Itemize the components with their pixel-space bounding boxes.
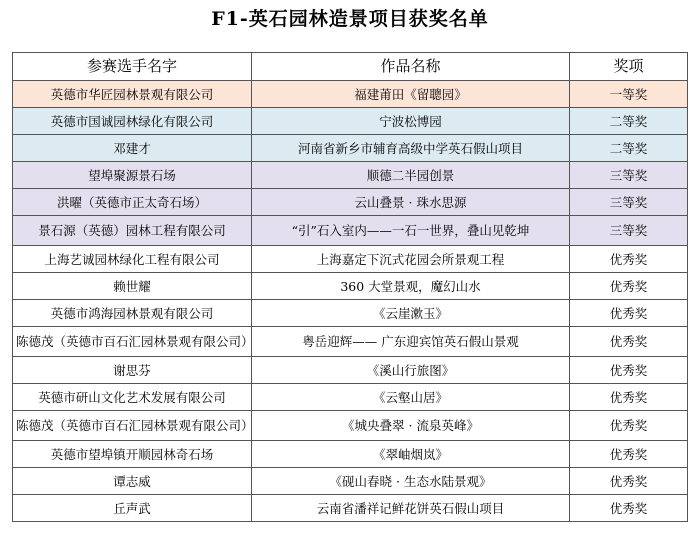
award-cell: 二等奖: [570, 135, 688, 162]
award-cell: 优秀奖: [570, 300, 688, 327]
participant-cell: 英德市研山文化艺术发展有限公司: [13, 384, 252, 411]
work-cell: 《翠岫烟岚》: [252, 441, 570, 468]
participant-cell: 邓建才: [13, 135, 252, 162]
table-row: [13, 216, 688, 246]
work-cell: 《砚山春晓 · 生态水陆景观》: [252, 468, 570, 495]
work-cell: 《云崖漱玉》: [252, 300, 570, 327]
table-row: [13, 495, 688, 522]
table-row: [13, 162, 688, 189]
table-row: [13, 135, 688, 162]
work-cell: 《溪山行旅图》: [252, 357, 570, 384]
participant-cell: 上海艺诚园林绿化工程有限公司: [13, 246, 252, 273]
work-cell: 上海嘉定下沉式花园会所景观工程: [252, 246, 570, 273]
participant-cell: 望埠聚源景石场: [13, 162, 252, 189]
award-cell: 三等奖: [570, 189, 688, 216]
award-cell: 优秀奖: [570, 327, 688, 357]
work-cell: 《云壑山居》: [252, 384, 570, 411]
participant-cell: 丘声武: [13, 495, 252, 522]
table-header-row: [13, 53, 688, 81]
work-cell: 云山叠景 · 珠水思源: [252, 189, 570, 216]
work-cell: 360 大堂景观，魔幻山水: [252, 273, 570, 300]
work-cell: 宁波松博园: [252, 108, 570, 135]
table-row: [13, 81, 688, 108]
table-row: [13, 384, 688, 411]
award-cell: 优秀奖: [570, 411, 688, 441]
award-cell: 优秀奖: [570, 246, 688, 273]
work-cell: 福建莆田《留聰园》: [252, 81, 570, 108]
participant-cell: 赖世耀: [13, 273, 252, 300]
participant-cell: 英德市华匠园林景观有限公司: [13, 81, 252, 108]
award-cell: 优秀奖: [570, 357, 688, 384]
award-cell: 优秀奖: [570, 495, 688, 522]
table-row: [13, 108, 688, 135]
header-participant: 参赛选手名字: [13, 53, 252, 81]
table-row: [13, 300, 688, 327]
header-work: 作品名称: [252, 53, 570, 81]
participant-cell: 英德市国诚园林绿化有限公司: [13, 108, 252, 135]
participant-cell: 英德市望埠镇开顺园林奇石场: [13, 441, 252, 468]
awards-table: [12, 52, 688, 522]
participant-cell: 谭志威: [13, 468, 252, 495]
award-cell: 优秀奖: [570, 273, 688, 300]
award-cell: 三等奖: [570, 162, 688, 189]
table-row: [13, 273, 688, 300]
table-row: [13, 441, 688, 468]
header-award: 奖项: [570, 53, 688, 81]
award-cell: 三等奖: [570, 216, 688, 246]
table-row: [13, 357, 688, 384]
award-cell: 优秀奖: [570, 468, 688, 495]
participant-cell: 洪曜（英德市正太奇石场）: [13, 189, 252, 216]
table-row: [13, 468, 688, 495]
page-title: F1-英石园林造景项目获奖名单: [211, 8, 489, 30]
work-cell: 《城央叠翠 · 流泉英峰》: [252, 411, 570, 441]
work-cell: “引”石入室内——一石一世界，叠山见乾坤: [252, 216, 570, 246]
participant-cell: 谢思芬: [13, 357, 252, 384]
participant-cell: 陈德茂（英德市百石汇园林景观有限公司）: [13, 411, 252, 441]
work-cell: 云南省潘祥记鲜花饼英石假山项目: [252, 495, 570, 522]
award-cell: 一等奖: [570, 81, 688, 108]
work-cell: 粤岳迎辉—— 广东迎宾馆英石假山景观: [252, 327, 570, 357]
award-cell: 优秀奖: [570, 384, 688, 411]
work-cell: 顺德二半园创景: [252, 162, 570, 189]
participant-cell: 景石源（英德）园林工程有限公司: [13, 216, 252, 246]
table-row: [13, 327, 688, 357]
participant-cell: 陈德茂（英德市百石汇园林景观有限公司）: [13, 327, 252, 357]
work-cell: 河南省新乡市辅育高级中学英石假山项目: [252, 135, 570, 162]
award-cell: 二等奖: [570, 108, 688, 135]
participant-cell: 英德市鸿海园林景观有限公司: [13, 300, 252, 327]
table-row: [13, 411, 688, 441]
award-cell: 优秀奖: [570, 441, 688, 468]
table-row: [13, 189, 688, 216]
table-row: [13, 246, 688, 273]
